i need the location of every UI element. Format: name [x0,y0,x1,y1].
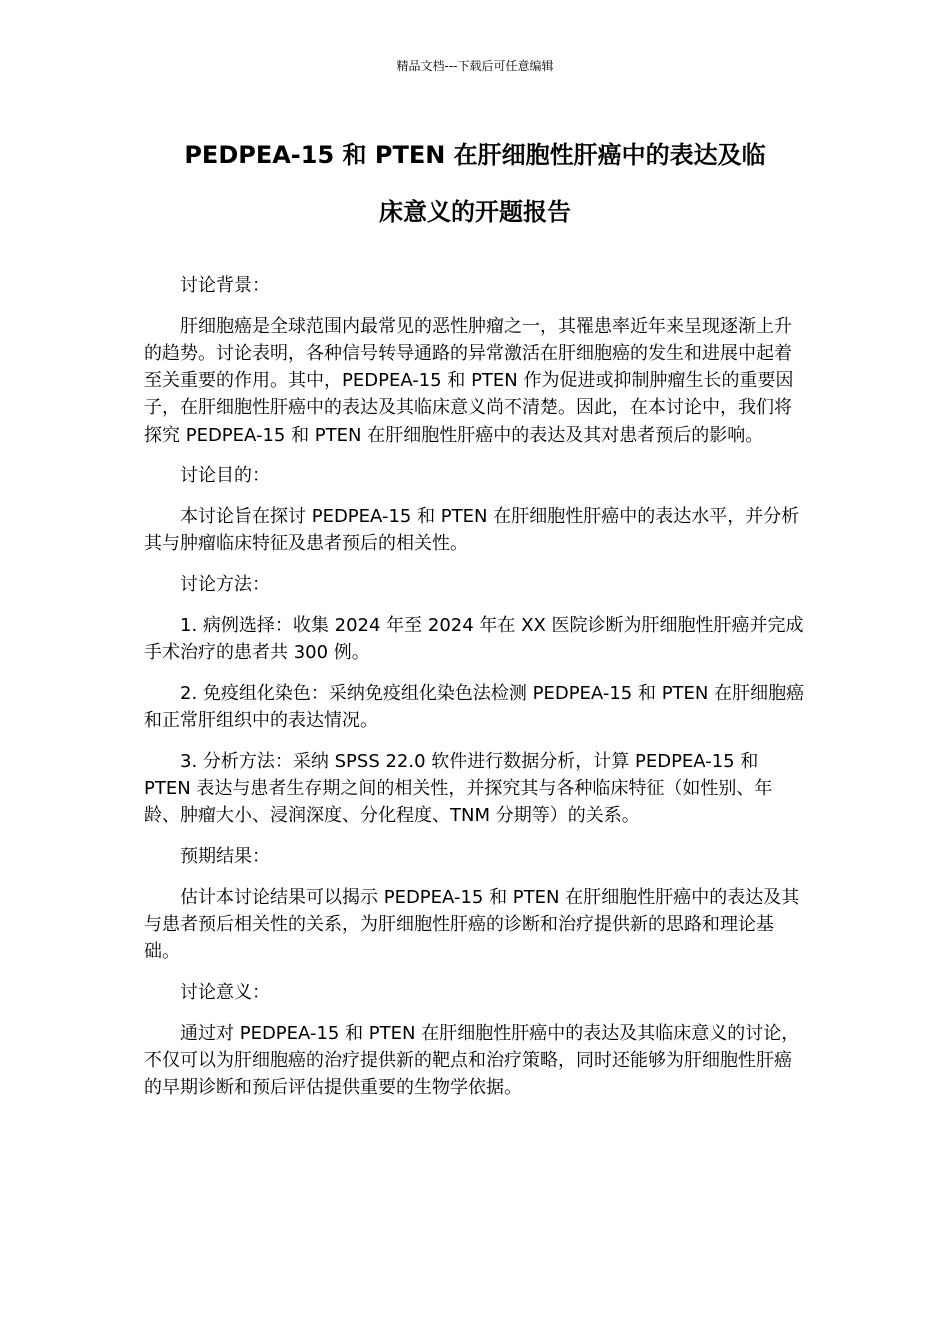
paragraph-purpose: 本讨论旨在探讨 PEDPEA-15 和 PTEN 在肝细胞性肝癌中的表达水平，并分析其与肿瘤临床特征及患者预后的相关性。 [144,506,800,555]
document-body [144,272,806,1115]
document-title-line2: 床意义的开题报告 [379,198,571,226]
section-heading-purpose: 讨论目的： [180,465,270,487]
paragraph-method-3: 3. 分析方法：采纳 SPSS 22.0 软件进行数据分析，计算 PEDPEA-15 和 PTEN 表达与患者生存期之间的相关性，并探究其与各种临床特征（如性别、年龄、肿瘤大小、浸润深度、分化程度、TNM 分期等）的关系。 [144,751,773,827]
section-heading-background: 讨论背景： [180,275,270,296]
paragraph-expected-results: 估计本讨论结果可以揭示 PEDPEA-15 和 PTEN 在肝细胞性肝癌中的表达及其与患者预后相关性的关系，为肝细胞性肝癌的诊断和治疗提供新的思路和理论基础。 [144,887,800,963]
section-heading-methods: 讨论方法： [180,574,270,596]
document-title-line1: PEDPEA-15 和 PTEN 在肝细胞性肝癌中的表达及临 [184,141,766,169]
paragraph-background: 肝细胞癌是全球范围内最常见的恶性肿瘤之一，其罹患率近年来呈现逐渐上升的趋势。讨论表明，各种信号转导通路的异常激活在肝细胞癌的发生和进展中起着至关重要的作用。其中，PEDPEA-15 和 PTEN 作为促进或抑制肿瘤生长的重要因子，在肝细胞性肝癌中的表达及其临床意义尚不清楚。因此，在本讨论中，我们将探究 PEDPEA-15 和 PTEN 在肝细胞性肝癌中的表达及其对患者预后的影响。 [144,315,794,446]
paragraph-significance: 通过对 PEDPEA-15 和 PTEN 在肝细胞性肝癌中的表达及其临床意义的讨论，不仅可以为肝细胞癌的治疗提供新的靶点和治疗策略，同时还能够为肝细胞性肝癌的早期诊断和预后评估提供重要的生物学依据。 [144,1023,800,1099]
header-note: 精品文档---下载后可任意编辑 [396,59,554,73]
paragraph-method-2: 2. 免疫组化染色：采纳免疫组化染色法检测 PEDPEA-15 和 PTEN 在肝细胞癌和正常肝组织中的表达情况。 [144,683,805,732]
section-heading-significance: 讨论意义： [180,982,270,1004]
section-heading-expected-results: 预期结果： [180,846,270,868]
paragraph-method-1: 1. 病例选择：收集 2024 年至 2024 年在 XX 医院诊断为肝细胞性肝癌并完成手术治疗的患者共 300 例。 [144,615,804,664]
